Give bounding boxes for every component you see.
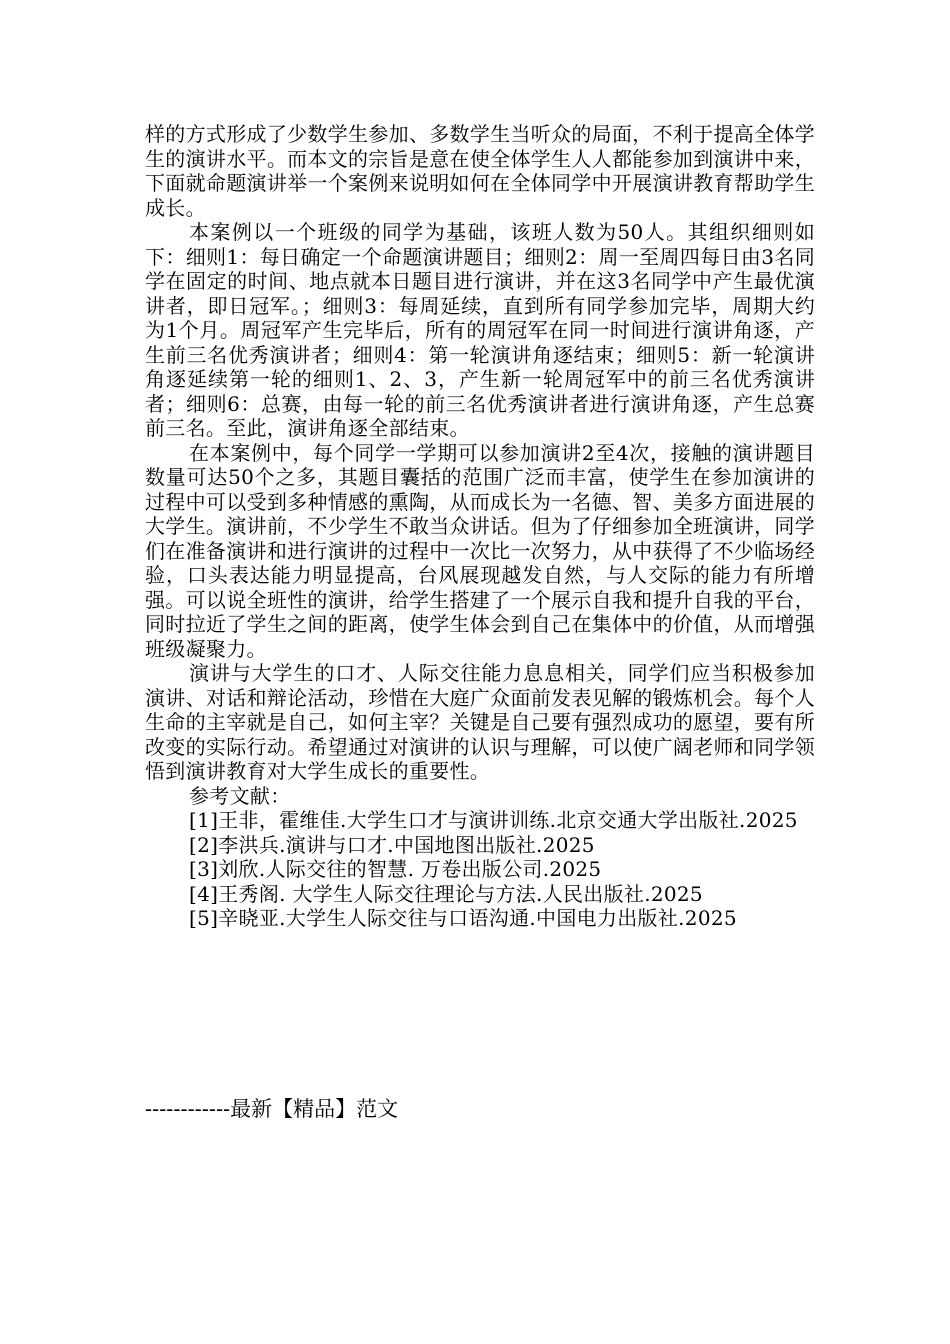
document-body <box>145 122 815 931</box>
reference-item-1: [1]王非，霍维佳.大学生口才与演讲训练.北京交通大学出版社.2025 <box>189 808 798 832</box>
reference-item-2: [2]李洪兵.演讲与口才.中国地图出版社.2025 <box>189 832 595 857</box>
footer-tagline: ------------最新【精品】范文 <box>145 1097 399 1121</box>
paragraph-conclusion: 演讲与大学生的口才、人际交往能力息息相关，同学们应当积极参加演讲、对话和辩论活动，珍惜在大庭广众面前发表见解的锻炼机会。每个人生命的主宰就是自己，如何主宰？关键是自己要有强烈成功的愿望，要有所改变的实际行动。希望通过对演讲的认识与理解，可以使广阔老师和同学领悟到演讲教育对大学生成长的重要性。 <box>145 661 815 783</box>
paragraph-case-benefits: 在本案例中，每个同学一学期可以参加演讲2至4次，接触的演讲题目数量可达50个之多，其题目囊括的范围广泛而丰富，使学生在参加演讲的过程中可以受到多种情感的熏陶，从而成长为一名德、智、美多方面进展的大学生。演讲前，不少学生不敢当众讲话。但为了仔细参加全班演讲，同学们在准备演讲和进行演讲的过程中一次比一次努力，从中获得了不少临场经验，口头表达能力明显提高，台风展现越发自然，与人交际的能力有所增强。可以说全班性的演讲，给学生搭建了一个展示自我和提升自我的平台，同时拉近了学生之间的距离，使学生体会到自己在集体中的价值，从而增强班级凝聚力。 <box>145 440 815 661</box>
references-heading: 参考文献： <box>189 783 291 808</box>
paragraph-intro: 样的方式形成了少数学生参加、多数学生当听众的局面，不利于提高全体学生的演讲水平。而本文的宗旨是意在使全体学生人人都能参加到演讲中来，下面就命题演讲举一个案例来说明如何在全体同学中开展演讲教育帮助学生成长。 <box>145 122 815 220</box>
reference-item-4: [4]王秀阁. 大学生人际交往理论与方法.人民出版社.2025 <box>189 881 703 906</box>
reference-item-5: [5]辛晓亚.大学生人际交往与口语沟通.中国电力出版社.2025 <box>189 906 737 930</box>
paragraph-case-rules: 本案例以一个班级的同学为基础，该班人数为50人。其组织细则如下：细则1：每日确定一个命题演讲题目；细则2：周一至周四每日由3名同学在固定的时间、地点就本日题目进行演讲，并在这3名同学中产生最优演讲者，即日冠军。；细则3：每周延续，直到所有同学参加完毕，周期大约为1个月。周冠军产生完毕后，所有的周冠军在同一时间进行演讲角逐，产生前三名优秀演讲者；细则4：第一轮演讲角逐结束；细则5：新一轮演讲角逐延续第一轮的细则1、2、3，产生新一轮周冠军中的前三名优秀演讲者；细则6：总赛，由每一轮的前三名优秀演讲者进行演讲角逐，产生总赛前三名。至此，演讲角逐全部结束。 <box>145 220 815 440</box>
reference-item-3: [3]刘欣.人际交往的智慧. 万卷出版公司.2025 <box>189 857 602 881</box>
